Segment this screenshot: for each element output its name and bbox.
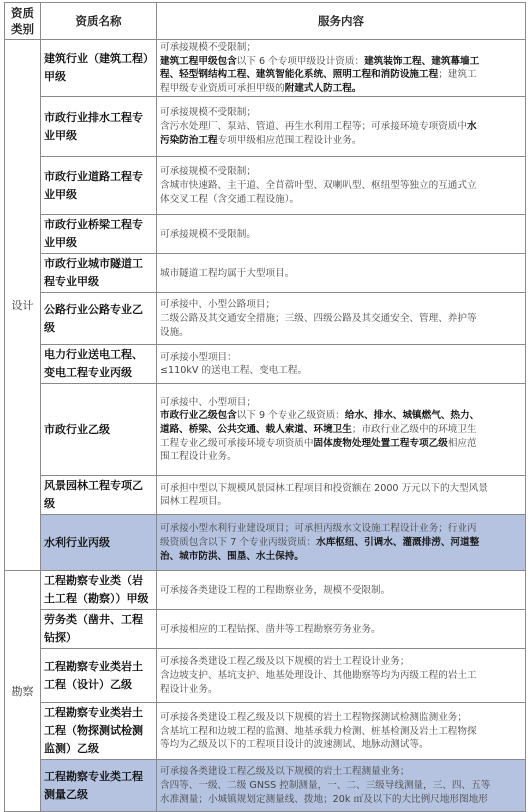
service-line [160,725,522,739]
table-row [5,254,526,293]
table-row [5,97,526,157]
service-text: 建筑工程甲级包含 [160,55,237,67]
service-line [160,669,522,683]
qualification-name: 建筑行业（建筑工程）甲级 [41,40,157,97]
service-line [160,267,522,281]
service-text: 道路、桥梁、公共交通、载人索道、环境卫生 [160,424,352,436]
service-text: 污染防治工程 [160,134,218,146]
service-content [157,610,526,649]
header-service: 服务内容 [157,3,526,40]
qualification-name: 市政行业桥梁工程专业甲级 [41,215,157,254]
table-row [5,476,526,515]
qualification-name: 劳务类（凿井、工程钻探） [41,610,157,649]
service-text: 含边坡支护、基坑支护、地基处理设计、其他勘察等均为丙级工程的岩土工 [160,670,477,682]
category-survey: 勘察 [5,571,41,812]
service-content [157,215,526,254]
service-line [160,120,522,134]
qualification-name: 市政行业乙级 [41,384,157,476]
service-text: ≤110kV 的送电工程、变电工程。 [160,365,308,377]
service-content [157,97,526,157]
service-text: 可承接中、小型项目； [160,396,256,408]
service-text: 含城市快速路、主干道、全苜蓿叶型、双喇叭型、枢纽型等独立的互通式立 [160,180,477,192]
table-row [5,293,526,345]
service-text: 含污水处理厂、泵站、管道、再生水利用工程等；可承接环境专项资质中 [160,121,467,133]
service-line [160,326,522,340]
service-line [160,396,522,410]
service-line [160,450,522,464]
table-row [5,515,526,571]
service-line [160,106,522,120]
header-category: 资质类别 [5,3,41,40]
table-row [5,649,526,703]
qualification-name: 市政行业排水工程专业甲级 [41,97,157,157]
service-text: 围工程设计业务。 [160,451,237,463]
header-name: 资质名称 [41,3,157,40]
service-line [160,738,522,752]
qualification-name: 电力行业送电工程、变电工程专业丙级 [41,345,157,384]
qualification-name: 工程勘察专业类岩土工程（物探测试检测监测）乙级 [41,703,157,760]
table-row [5,760,526,812]
service-line [160,482,522,496]
table-row [5,571,526,610]
service-text: 可承接各类建设工程的工程勘察业务，规模不受限制。 [160,584,391,596]
service-line [160,423,522,437]
service-line [160,179,522,193]
category-design: 设计 [5,40,41,571]
service-line [160,41,522,55]
service-text: 市政行业乙级包含 [160,410,237,422]
service-text: 可承接各类建设工程乙级及以下规模的岩土工程物探测试检测监测业务； [160,711,467,723]
service-text: 可承接各类建设工程乙级及以下规模的岩土工程设计业务； [160,656,410,668]
service-text: 体交叉工程（含交通工程设施）。 [160,193,300,205]
service-text: 等均为乙级及以下的工程项目设计的波速测试、地脉动测试等。 [160,739,429,751]
service-line [160,550,522,564]
service-text: 可承接中、小型公路项目； [160,299,276,311]
service-content [157,515,526,571]
qualification-name: 工程勘察专业类（岩土工程（勘察））甲级 [41,571,157,610]
qualification-name: 公路行业公路专业乙级 [41,293,157,345]
qualification-name: 工程勘察专业类岩土工程（设计）乙级 [41,649,157,703]
service-text: 含四等、一级、二级 GNSS 控制测量，一、二、三级导线测量，三、四、五等 [160,780,491,792]
service-text: 水库枢纽、引调水、灌溉排涝、河道整 [316,537,480,549]
service-line [160,312,522,326]
service-text: 可承接规模不受限制； [160,166,256,178]
service-line [160,779,522,793]
service-text: 园林工程项目。 [160,496,228,508]
service-line [160,409,522,423]
qualification-table [4,2,526,812]
service-text: 建筑装饰工程、建筑幕墙工 [364,55,480,67]
service-line [160,82,522,96]
service-text: 城市隧道工程均属于大型项目。 [160,267,295,279]
service-content [157,571,526,610]
service-line [160,55,522,69]
service-text: 二级公路及其交通安全措施；三级、四级公路及其交通安全、管理、养护等 [160,313,477,325]
service-text: 给水、排水、城镇燃气、热力、 [344,410,480,422]
table-row [5,215,526,254]
service-line [160,495,522,509]
service-content [157,384,526,476]
service-text: 水准测量；小城镇规划定测量线、拨地；20k ㎡及以下的大比例尺地形图地形 [160,793,488,805]
qualification-name: 工程勘察专业类工程测量乙级 [41,760,157,812]
service-line [160,298,522,312]
table-row [5,610,526,649]
service-text: 工程专业乙级可承接环境专项资质中 [160,437,314,449]
service-text: 含基坑工程和边坡工程的监测、地基承载力检测、桩基检测及岩土工程物探 [160,725,477,737]
service-text: 可承接小型项目： [160,351,237,363]
service-line [160,228,522,242]
table-row [5,40,526,97]
table-row [5,157,526,215]
service-text: 可承接各类建设工程乙级及以下规模的岩土工程测量业务； [160,766,410,778]
qualification-name: 风景园林工程专项乙级 [41,476,157,515]
qualification-name: 水利行业丙级 [41,515,157,571]
service-text: ；建筑工 [438,69,477,81]
qualification-name: 市政行业道路工程专业甲级 [41,157,157,215]
service-line [160,793,522,807]
service-content [157,703,526,760]
service-line [160,536,522,550]
service-content [157,345,526,384]
service-content [157,40,526,97]
service-line [160,765,522,779]
table-header-row [5,3,526,40]
service-text: 级资质包含以下 7 个专业丙级资质： [160,537,317,549]
table-row [5,703,526,760]
service-line [160,711,522,725]
service-text: 相应范 [447,437,477,449]
service-text: 设施。 [160,326,189,338]
service-text: 可承接规模不受限制； [160,107,256,119]
service-content [157,760,526,812]
service-content [157,649,526,703]
service-text: ；市政行业乙级中的环境卫生 [351,424,477,436]
service-line [160,584,522,598]
service-text: 程、轻型钢结构工程、建筑智能化系统、照明工程和消防设施工程 [160,69,439,81]
service-text: 以下 6 个专项甲级设计资质： [236,55,365,67]
service-text: 水 [467,121,477,133]
service-text: 程设计业务。 [160,683,218,695]
service-text: 固体废物处理处置工程专项乙级 [313,437,448,449]
service-line [160,68,522,82]
service-text: 治、城市防洪、围垦、水土保持。 [160,550,304,562]
service-line [160,683,522,697]
service-content [157,157,526,215]
service-line [160,351,522,365]
service-content [157,254,526,293]
service-text: 可承接小型水利行业建设项目；可承担丙级水文设施工程设计业务；行业丙 [160,523,477,535]
service-line [160,437,522,451]
service-line [160,522,522,536]
qualification-name: 市政行业城市隧道工程专业甲级 [41,254,157,293]
table-row [5,384,526,476]
table-row [5,345,526,384]
service-line [160,193,522,207]
service-text: 程甲级专业资质可承担甲级的 [160,82,285,94]
service-content [157,293,526,345]
service-line [160,364,522,378]
service-text: 以下 9 个专业乙级资质： [236,410,345,422]
service-line [160,134,522,148]
service-line [160,165,522,179]
service-text: 可承担中型以下规模风景园林工程项目和投资额在 2000 万元以下的大型风景 [160,482,488,494]
service-text: 可承接规模不受限制； [160,42,256,53]
service-text: 专项甲级相应范围工程设计业务。 [217,134,362,146]
service-text: 可承接相应的工程钻探、凿井等工程勘察劳务业务。 [160,623,381,635]
service-text: 可承接规模不受限制。 [160,228,256,240]
service-line [160,623,522,637]
service-content [157,476,526,515]
service-text: 附建式人防工程。 [284,82,362,94]
service-line [160,655,522,669]
